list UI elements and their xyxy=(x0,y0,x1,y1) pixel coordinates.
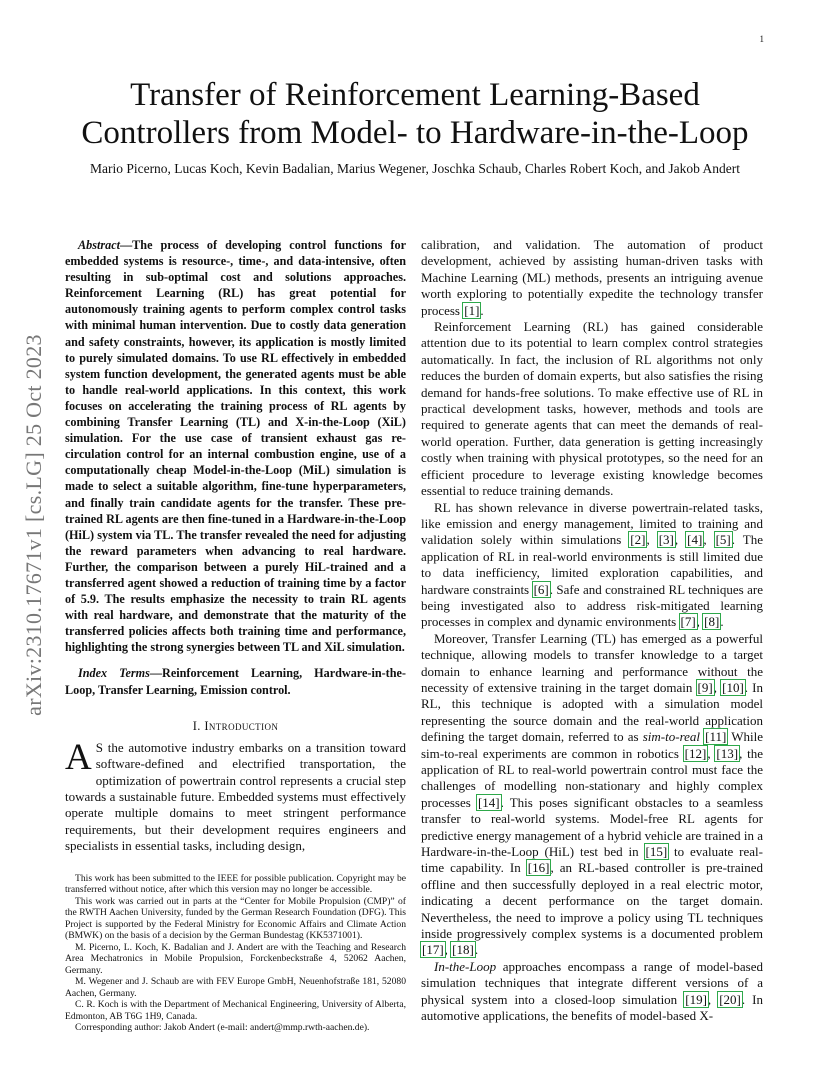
author-list: Mario Picerno, Lucas Koch, Kevin Badalian, Marius Wegener, Joschka Schaub, Charles Robert Koch, and Jakob Andert xyxy=(89,161,741,176)
citation-link[interactable]: [17] xyxy=(422,942,444,958)
footnote: M. Wegener and J. Schaub are with FEV Europe GmbH, Neuenhofstraße 181, 52080 Aachen, Germany. xyxy=(65,976,406,999)
text-run: . xyxy=(720,614,724,630)
body-paragraph: Reinforcement Learning (RL) has gained considerable attention due to its potential to learn complex control strategies automatically. In fact, the inclusion of RL algorithms not only reduces the burden of domain experts, but also satisfies the rising demand for hands-free solutions. To make effective use of RL in practical development tasks, however, methods and tools are required to generate agents that can meet the demands of real-world operation. Further, data generation is getting increasingly costly when training with physical prototypes, so the need for an efficient procedure to leverage existing knowledge becomes essential to reduce training demands. xyxy=(421,319,763,499)
body-paragraph xyxy=(421,237,763,319)
text-run: . Safe and constrained RL techniques are being investigated also to address risk-mitigated learning processes in complex and dynamic environments xyxy=(421,581,763,630)
text-run: calibration, and validation. The automation of product development, achieved by assisting human-driven tasks with Machine Learning (ML) methods, presents an intriguing avenue worth exploring to potentially expedite the technology transfer process xyxy=(421,237,763,318)
abstract xyxy=(65,237,406,655)
intro-text: S the automotive industry embarks on a transition toward software-defined and electrified transportation, the optimization of powertrain control represents a crucial step towards a sustainable future. Embedded systems must effectively operate multiple domains to meet stringent performance requirements, but their development requires engineers and specialists in essential tasks, including design, xyxy=(65,739,406,854)
page-number: 1 xyxy=(759,34,764,44)
footnote: This work was carried out in parts at the “Center for Mobile Propulsion (CMP)” of the RWTH Aachen University, funded by the German Research Foundation (DFG). This Project is supported by the Federal Ministry for Economic Affairs and Climate Action (BMWK) on the basis of a decision by the German Bundestag (KK5371001). xyxy=(65,895,406,942)
citation-link[interactable]: [1] xyxy=(464,302,480,318)
footnote: Corresponding author: Jakob Andert (e-mail: andert@mmp.rwth-aachen.de). xyxy=(75,1022,370,1034)
index-terms-text: —Reinforcement Learning, Hardware-in-the-Loop, Transfer Learning, Emission control. xyxy=(65,666,406,697)
body-paragraph: Moreover, Transfer Learning (TL) has emerged as a powerful technique, allowing models to transfer knowledge to a target domain to enhance learning and performance without the necessity of extensive training in the target domain [9], [10]. In RL, this technique is adopted with a simulation model representing the source domain and the real-world application defining the target domain, referred to as sim-to-real [11] While sim-to-real experiments are common in robotics [12], [13], the application of RL to real-world powertrain control must face the challenges of modelling non-stationary and highly complex processes [14]. This poses significant obstacles to a seamless transfer to real-world systems. Model-free RL agents for predictive energy management of a hybrid vehicle are trained in a Hardware-in-the-Loop (HiL) test bed in [15] to evaluate real-time capability. In [16], an RL-based controller is pre-trained offline and then successfully deployed in a real electric motor, indicating a decent performance on the target domain. Nevertheless, the need to improve a policy using TL techniques inside progressively complex systems is a documented problem [17], [18]. xyxy=(421,630,764,958)
abstract-lead: Abstract xyxy=(78,238,120,252)
dropcap: A xyxy=(65,736,92,778)
text-run: . xyxy=(474,942,479,958)
citation-link[interactable]: [16] xyxy=(527,860,550,876)
emphasis: In-the-Loop xyxy=(434,958,497,974)
citation-link[interactable]: [3] xyxy=(658,532,674,548)
citation-link[interactable]: [5] xyxy=(715,532,731,548)
footnote: C. R. Koch is with the Department of Mechanical Engineering, University of Alberta, Edmonton, AB T6G 1H9, Canada. xyxy=(65,999,406,1022)
section-heading: I. Introduction xyxy=(192,718,279,733)
citation-link[interactable]: [8] xyxy=(704,614,720,630)
footnote: M. Picerno, L. Koch, K. Badalian and J. Andert are with the Teaching and Research Area Mechatronics in Mobile Propulsion, Forckenbeckstraße 4, 52062 Aachen, Germany. xyxy=(65,941,406,976)
text-run: . This poses significant obstacles to a seamless transfer to real-world systems. Model-free RL agents for predictive energy management of a hybrid vehicle are trained in a Hardware-in-the-Loop (HiL) test bed in xyxy=(421,794,763,860)
footnotes xyxy=(65,873,406,1034)
citation-link[interactable]: [2] xyxy=(630,532,646,548)
text-run: While sim-to-real experiments are common in robotics xyxy=(421,729,764,761)
left-column xyxy=(65,237,406,1034)
citation-link[interactable]: [13] xyxy=(716,745,739,761)
citation-link[interactable]: [7] xyxy=(680,614,696,630)
intro-paragraph xyxy=(65,736,406,855)
text-run: . In RL, this technique is adopted with a simulation model representing the source domain and the real-world application defining the target domain, referred to as xyxy=(421,679,764,745)
text-run: , the application of RL to real-world powertrain control must face the challenges of modelling non-stationary and highly complex processes xyxy=(421,745,763,810)
text-run: approaches encompass a range of model-based simulation techniques that integrate different versions of a physical system into a closed-loop simulation xyxy=(421,958,763,1007)
citation-link[interactable]: [20] xyxy=(719,991,741,1007)
text-run: to evaluate real-time capability. In xyxy=(421,844,763,876)
citation-link[interactable]: [6] xyxy=(533,581,549,597)
citation-link[interactable]: [9] xyxy=(697,679,713,695)
citation-link[interactable]: [10] xyxy=(722,679,744,695)
arxiv-identifier: arXiv:2310.17671v1 [cs.LG] 25 Oct 2023 xyxy=(21,334,46,716)
abstract-text: —The process of developing control functions for embedded systems is resource-, time-, and data-intensive, often resulting in sub-optimal cost and solutions approaches. Reinforcement Learning (RL) has great potential for autonomously training agents to perform complex control tasks with minimal human intervention. Due to costly data generation and safety constraints, however, its application is mostly limited to purely simulated domains. To use RL effectively in embedded system function development, the generated agents must be able to handle real-world applications. In this context, this work focuses on accelerating the training process of RL agents by combining Transfer Learning (TL) and X-in-the-Loop (XiL) simulation. For the use case of transient exhaust gas re-circulation control for an internal combustion engine, use of a computationally cheap Model-in-the-Loop (MiL) simulation is made to select a suitable algorithm, fine-tune hyperparameters, and finally train candidate agents for the transfer. These pre-trained RL agents are then fine-tuned in a Hardware-in-the-Loop (HiL) system via TL. The transfer revealed the need for adjusting the reward parameters when advancing to real hardware. Further, the comparison between a purely HiL-trained and a transferred agent showed a reduction of training time by a factor of 5.9. The results emphasize the necessity to train RL agents with real hardware, and demonstrate that the maturity of the transferred policies affects both training time and performance, highlighting the strong synergies between TL and XiL simulation. xyxy=(65,238,406,655)
footnote: This work has been submitted to the IEEE for possible publication. Copyright may be transferred without notice, after which this version may no longer be accessible. xyxy=(65,872,406,896)
citation-link[interactable]: [18] xyxy=(452,942,474,958)
emphasis: sim-to-real xyxy=(642,729,701,745)
citation-link[interactable]: [4] xyxy=(687,532,703,548)
body-paragraph: RL has shown relevance in diverse powertrain-related tasks, like emission and energy management, limited to training and validation solely within simulations [2], [3], [4], [5]. The application of RL in real-world environments is still limited due to data inefficiency, limited exploration capabilities, and hardware constraints [6]. Safe and constrained RL techniques are being investigated also to address risk-mitigated learning processes in complex and dynamic environments [7], [8]. xyxy=(421,499,763,630)
text-run: . xyxy=(480,302,484,318)
citation-link[interactable]: [19] xyxy=(685,991,707,1007)
text-run: . The application of RL in real-world environments is still limited due to data inefficiency, limited exploration capabilities, and hardware constraints xyxy=(421,532,763,597)
text-run: Moreover, Transfer Learning (TL) has emerged as a powerful technique, allowing models to transfer knowledge to a target domain to enhance learning and performance without the necessity of extensive training in the target domain xyxy=(421,630,763,695)
body-paragraph: In-the-Loop approaches encompass a range of model-based simulation techniques that integrate different versions of a physical system into a closed-loop simulation [19], [20]. In automotive applications, the benefits of model-based X- xyxy=(421,958,763,1024)
index-terms-lead: Index Terms xyxy=(78,666,150,681)
citation-link[interactable]: [14] xyxy=(477,794,500,810)
paper-title: Transfer of Reinforcement Learning-Based Controllers from Model- to Hardware-in-the-Loop xyxy=(81,77,749,151)
text-run: RL has shown relevance in diverse powertrain-related tasks, like emission and energy management, limited to training and validation solely within simulations xyxy=(421,499,763,548)
citation-link[interactable]: [11] xyxy=(705,729,727,745)
citation-link[interactable]: [15] xyxy=(645,844,668,860)
right-column xyxy=(421,237,763,1025)
text-run: . In automotive applications, the benefits of model-based X- xyxy=(421,991,763,1024)
index-terms xyxy=(65,665,406,697)
citation-link[interactable]: [12] xyxy=(684,745,707,761)
text-run: , an RL-based controller is pre-trained offline and then successfully deployed in a real electric motor, indicating a decent performance on the target domain. Nevertheless, the need to improve a policy using TL techniques inside progressively complex systems is a documented problem xyxy=(421,860,763,942)
